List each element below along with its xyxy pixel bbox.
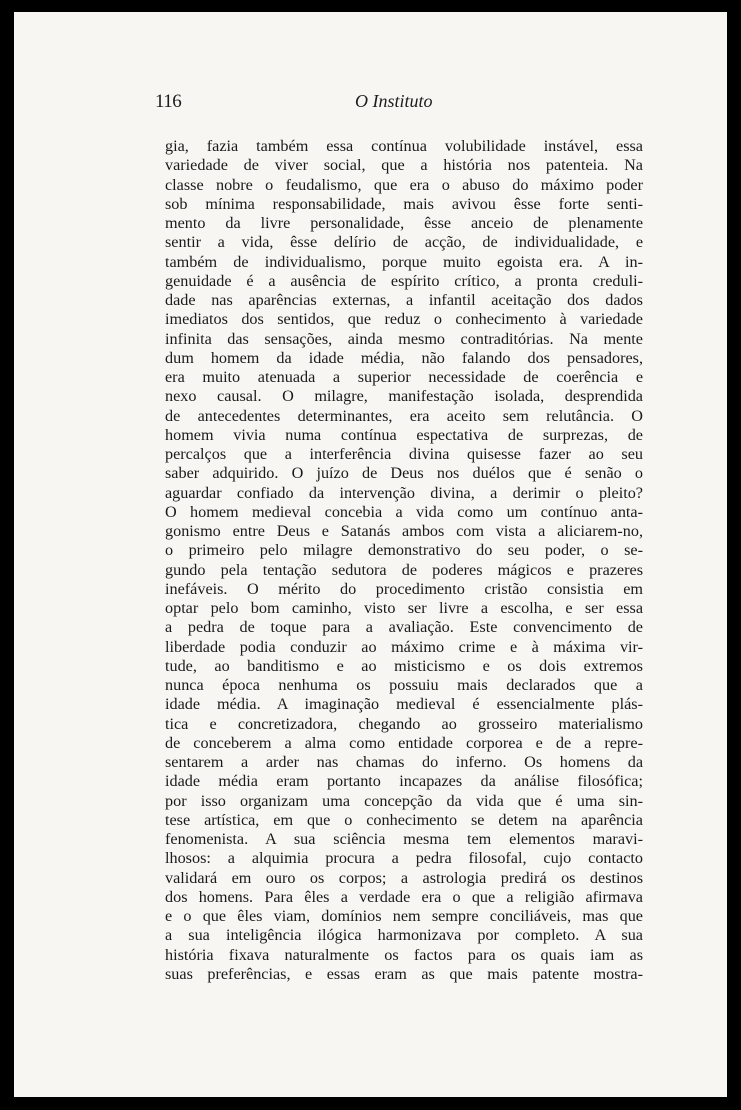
- text-line: o primeiro pelo milagre demonstrativo do seu poder, o se-: [165, 541, 643, 560]
- text-line: gia, fazia também essa contínua volubilidade instável, essa: [165, 137, 643, 155]
- text-line: dum homem da idade média, não falando dos pensadores,: [165, 348, 643, 367]
- text-line: optar pelo bom caminho, visto ser livre a escolha, e ser essa: [165, 599, 643, 617]
- text-line: idade média. A imaginação medieval é essencialmente plás-: [165, 695, 643, 714]
- text-line: imediatos dos sentidos, que reduz o conhecimento à variedade: [165, 310, 643, 329]
- text-line: gonismo entre Deus e Satanás ambos com vista a aliciarem-no,: [165, 522, 643, 540]
- text-line: suas preferências, e essas eram as que mais patente mostra-: [165, 964, 643, 983]
- body-text: [165, 137, 643, 984]
- text-line: O homem medieval concebia a vida como um contínuo anta-: [165, 502, 643, 521]
- text-line: por isso organizam uma concepção da vida que é uma sin-: [165, 791, 643, 810]
- text-line: lhosos: a alquimia procura a pedra filosofal, cujo contacto: [165, 849, 643, 868]
- text-line: de antecedentes determinantes, era aceito sem relutância. O: [165, 406, 643, 425]
- text-line: validará em ouro os corpos; a astrologia predirá os destinos: [165, 868, 643, 887]
- text-line: mento da livre personalidade, êsse anceio de plenamente: [165, 214, 643, 232]
- text-line: nexo causal. O milagre, manifestação isolada, desprendida: [165, 387, 643, 406]
- text-line: também de individualismo, porque muito egoista era. A in-: [165, 252, 643, 271]
- text-line: percalços que a interferência divina quisesse fazer ao seu: [165, 445, 643, 463]
- text-line: a sua inteligência ilógica harmonizava por completo. A sua: [165, 926, 643, 945]
- text-line: liberdade podia conduzir ao máximo crime e à máxima vir-: [165, 637, 643, 656]
- text-line: inefáveis. O mérito do procedimento cristão consistia em: [165, 579, 643, 598]
- text-line: sob mínima responsabilidade, mais avivou êsse forte senti-: [165, 194, 643, 213]
- text-line: homem vivia numa contínua espectativa de surprezas, de: [165, 425, 643, 444]
- page-number: 116: [155, 91, 182, 112]
- text-line: genuidade é a ausência de espírito crítico, a pronta creduli-: [165, 271, 643, 290]
- book-page: [14, 12, 727, 1097]
- running-title: O Instituto: [355, 91, 433, 111]
- text-line: tese artística, em que o conhecimento se detem na aparência: [165, 810, 643, 829]
- text-line: idade média eram portanto incapazes da análise filosófica;: [165, 772, 643, 791]
- text-line: tude, ao banditismo e ao misticismo e os dois extremos: [165, 656, 643, 675]
- text-line: história fixava naturalmente os factos para os quais iam as: [165, 945, 643, 964]
- text-line: era muito atenuada a superior necessidade de coerência e: [165, 368, 643, 386]
- text-line: gundo pela tentação sedutora de poderes mágicos e prazeres: [165, 560, 643, 579]
- text-line: classe nobre o feudalismo, que era o abuso do máximo poder: [165, 175, 643, 194]
- text-line: e o que êles viam, domínios nem sempre conciliáveis, mas que: [165, 907, 643, 925]
- text-line: nunca época nenhuma os possuiu mais declarados que a: [165, 676, 643, 694]
- text-line: saber adquirido. O juízo de Deus nos duélos que é senão o: [165, 464, 643, 483]
- text-line: sentarem a arder nas chamas do inferno. Os homens da: [165, 753, 643, 771]
- text-line: dos homens. Para êles a verdade era o que a religião afirmava: [165, 887, 643, 906]
- text-line: dade nas aparências externas, a infantil aceitação dos dados: [165, 291, 643, 309]
- text-line: fenomenista. A sua sciência mesma tem elementos maravi-: [165, 830, 643, 848]
- text-line: tica e concretizadora, chegando ao grosseiro materialismo: [165, 714, 643, 733]
- text-line: de conceberem a alma como entidade corporea e de a repre-: [165, 733, 643, 752]
- text-line: variedade de viver social, que a história nos patenteia. Na: [165, 156, 643, 175]
- text-line: a pedra de toque para a avaliação. Este convencimento de: [165, 618, 643, 637]
- text-line: aguardar confiado da intervenção divina, a derimir o pleito?: [165, 483, 643, 502]
- text-line: sentir a vida, êsse delírio de acção, de individualidade, e: [165, 233, 643, 252]
- text-line: infinita das sensações, ainda mesmo contraditórias. Na mente: [165, 329, 643, 348]
